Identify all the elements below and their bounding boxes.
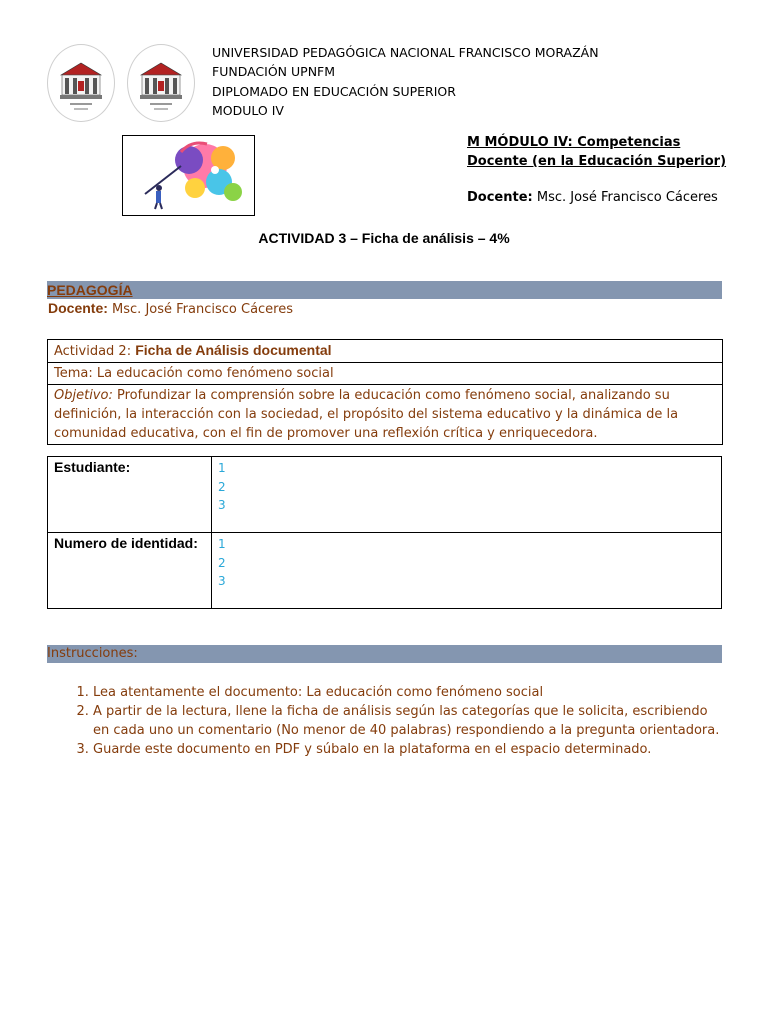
header-docente-name: Msc. José Francisco Cáceres xyxy=(536,190,718,205)
university-seal-left-icon xyxy=(47,44,115,122)
identity-label: Numero de identidad: xyxy=(48,533,212,609)
list-item: 1. Lea atentamente el documento: La educación como fenómeno social xyxy=(93,683,723,702)
list-item: 2. A partir de la lectura, llene la ficha de análisis según las categorías que le solicita, escribiendo en cada uno un comentario (No menor de 40 palabras) respondiendo a la pregunta orientadora. xyxy=(93,702,723,740)
header-program: DIPLOMADO EN EDUCACIÓN SUPERIOR xyxy=(212,84,456,99)
identity-number-2: 2 xyxy=(218,555,226,570)
identity-input-cell[interactable] xyxy=(212,533,722,609)
card-objetivo-row xyxy=(48,385,722,444)
card-activity-row xyxy=(48,340,722,363)
diploma-illustration xyxy=(122,135,255,216)
module-title: M MÓDULO IV: Competencias Docente (en la Educación Superior) xyxy=(467,135,727,169)
section-docente xyxy=(48,300,293,317)
student-number-1: 1 xyxy=(218,461,226,475)
instructions-list xyxy=(47,683,723,759)
student-number-2: 2 xyxy=(218,479,226,494)
instructions-band xyxy=(47,645,722,663)
header-university: UNIVERSIDAD PEDAGÓGICA NACIONAL FRANCISCO MORAZÁN xyxy=(212,45,599,60)
card-tema-row: Tema: La educación como fenómeno social xyxy=(48,363,722,385)
identity-number-1: 1 xyxy=(218,537,226,551)
section-docente-name: Msc. José Francisco Cáceres xyxy=(112,302,294,317)
table-row xyxy=(48,533,722,609)
header-module: MODULO IV xyxy=(212,103,284,118)
section-title: PEDAGOGÍA xyxy=(47,282,133,298)
card-activity-name: Ficha de Análisis documental xyxy=(135,342,332,358)
university-seal-right-icon xyxy=(127,44,195,122)
students-table xyxy=(47,456,722,609)
header-docente xyxy=(467,190,718,205)
card-objetivo-label: Objetivo: xyxy=(54,388,113,403)
section-band xyxy=(47,281,722,299)
list-item: 3. Guarde este documento en PDF y súbalo en la plataforma en el espacio determinado. xyxy=(93,740,723,759)
activity-card xyxy=(47,339,723,445)
student-input-cell[interactable] xyxy=(212,457,722,533)
instructions-title: Instrucciones: xyxy=(47,646,138,661)
section-docente-label: Docente: xyxy=(48,300,108,316)
identity-number-3: 3 xyxy=(218,574,226,588)
student-label: Estudiante: xyxy=(48,457,212,533)
header-docente-label: Docente: xyxy=(467,190,533,205)
table-row xyxy=(48,457,722,533)
card-activity-prefix: Actividad 2: xyxy=(54,344,132,359)
student-number-3: 3 xyxy=(218,498,226,512)
header-foundation: FUNDACIÓN UPNFM xyxy=(212,64,336,79)
activity-title: ACTIVIDAD 3 – Ficha de análisis – 4% xyxy=(258,230,510,246)
card-objetivo-text: Profundizar la comprensión sobre la educación como fenómeno social, analizando su definición, la interacción con la sociedad, el propósito del sistema educativo y la dinámica de la comunidad educativa, con el fin de promover una reflexión crítica y enriquecedora. xyxy=(54,388,679,441)
